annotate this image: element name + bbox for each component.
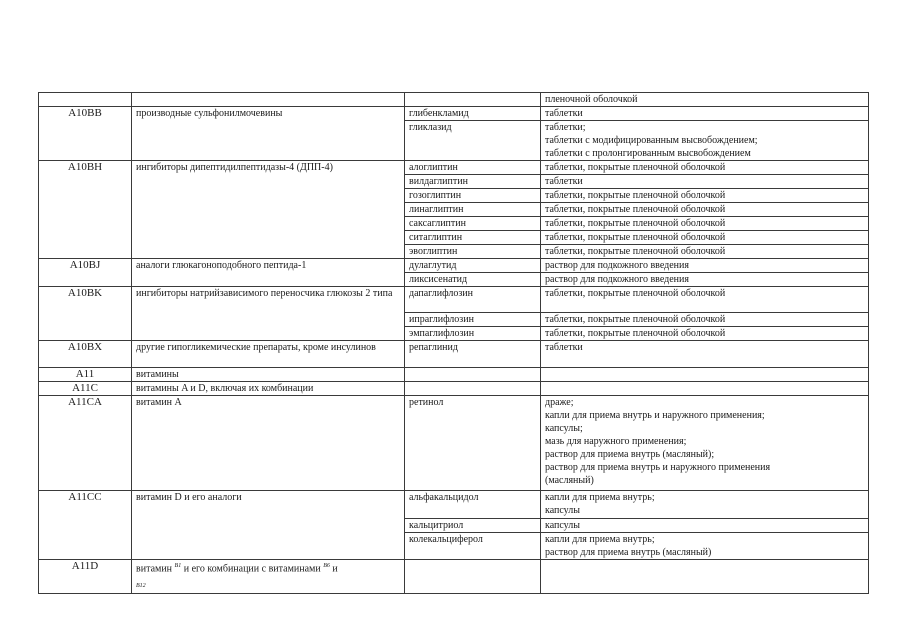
dosage-form-cell: таблетки, покрытые пленочной оболочкой: [541, 313, 869, 327]
dosage-form-cell: капсулы: [541, 519, 869, 533]
atc-code-cell: A11D: [39, 560, 132, 594]
drug-name-cell: [405, 93, 541, 107]
dosage-form-cell: капли для приема внутрь; раствор для приема внутрь (масляный): [541, 533, 869, 560]
atc-code-cell: A10BH: [39, 161, 132, 259]
dosage-form-cell: раствор для подкожного введения: [541, 259, 869, 273]
dosage-form-cell: раствор для подкожного введения: [541, 273, 869, 287]
dosage-form-cell: таблетки: [541, 107, 869, 121]
group-text-part: и его комбинации с витаминами: [181, 563, 324, 575]
drug-name-cell: саксаглиптин: [405, 217, 541, 231]
dosage-form-cell: таблетки, покрытые пленочной оболочкой: [541, 217, 869, 231]
drug-name-cell: дапаглифлозин: [405, 287, 541, 313]
group-name-cell: ингибиторы натрийзависимого переносчика глюкозы 2 типа: [132, 287, 405, 341]
group-text-part: B12: [136, 583, 146, 590]
group-name-cell: производные сульфонилмочевины: [132, 107, 405, 161]
group-name-cell: [132, 93, 405, 107]
group-name-cell: витамин A: [132, 396, 405, 491]
table-row: [39, 259, 869, 273]
dosage-form-cell: таблетки, покрытые пленочной оболочкой: [541, 287, 869, 313]
atc-code-cell: A10BJ: [39, 259, 132, 287]
group-name-cell: витамины: [132, 368, 405, 382]
atc-code-cell: [39, 93, 132, 107]
group-text-part: и: [329, 563, 338, 575]
dosage-form-cell: таблетки, покрытые пленочной оболочкой: [541, 203, 869, 217]
table-row: [39, 368, 869, 382]
dosage-form-cell: таблетки, покрытые пленочной оболочкой: [541, 327, 869, 341]
atc-code-cell: A11CC: [39, 491, 132, 560]
dosage-form-cell: капли для приема внутрь; капсулы: [541, 491, 869, 519]
group-name-cell-vitamin-b1: [132, 560, 405, 594]
dosage-form-cell: таблетки, покрытые пленочной оболочкой: [541, 245, 869, 259]
group-name-cell: витамины A и D, включая их комбинации: [132, 382, 405, 396]
drug-name-cell: эмпаглифлозин: [405, 327, 541, 341]
atc-code-cell: A11C: [39, 382, 132, 396]
drug-name-cell: гликлазид: [405, 121, 541, 161]
table-row: [39, 93, 869, 107]
table-row: [39, 287, 869, 313]
drug-name-cell: ипраглифлозин: [405, 313, 541, 327]
group-text-part: B6: [323, 563, 330, 569]
dosage-form-cell: таблетки, покрытые пленочной оболочкой: [541, 231, 869, 245]
drug-name-cell: эвоглиптин: [405, 245, 541, 259]
group-text-part: B1: [174, 563, 182, 569]
table-row: [39, 107, 869, 121]
table-row: [39, 560, 869, 594]
drug-name-cell: дулаглутид: [405, 259, 541, 273]
drug-name-cell: линаглиптин: [405, 203, 541, 217]
dosage-form-cell: [541, 560, 869, 594]
drug-name-cell: [405, 368, 541, 382]
drug-name-cell: глибенкламид: [405, 107, 541, 121]
drug-name-cell: колекальциферол: [405, 533, 541, 560]
drug-name-cell: [405, 560, 541, 594]
dosage-form-cell: [541, 382, 869, 396]
group-name-cell: аналоги глюкагоноподобного пептида-1: [132, 259, 405, 287]
drug-name-cell: репаглинид: [405, 341, 541, 368]
dosage-form-cell: таблетки, покрытые пленочной оболочкой: [541, 161, 869, 175]
drug-name-cell: альфакальцидол: [405, 491, 541, 519]
drug-name-cell: алоглиптин: [405, 161, 541, 175]
atc-code-cell: A10BK: [39, 287, 132, 341]
dosage-form-cell: таблетки, покрытые пленочной оболочкой: [541, 189, 869, 203]
group-name-cell: ингибиторы дипептидилпептидазы-4 (ДПП-4): [132, 161, 405, 259]
atc-code-cell: A10BX: [39, 341, 132, 368]
drug-classification-table: [38, 92, 869, 594]
drug-name-cell: ликсисенатид: [405, 273, 541, 287]
table-row: [39, 382, 869, 396]
group-name-cell: другие гипогликемические препараты, кроме инсулинов: [132, 341, 405, 368]
drug-name-cell: ситаглиптин: [405, 231, 541, 245]
drug-name-cell: вилдаглиптин: [405, 175, 541, 189]
dosage-form-cell: таблетки: [541, 175, 869, 189]
dosage-form-cell: таблетки; таблетки с модифицированным высвобождением; таблетки с пролонгированным высвобождением: [541, 121, 869, 161]
dosage-form-cell: [541, 368, 869, 382]
group-name-cell: витамин D и его аналоги: [132, 491, 405, 560]
dosage-form-cell: драже; капли для приема внутрь и наружного применения; капсулы; мазь для наружного применения; раствор для приема внутрь (масляный); раствор для приема внутрь и наружного применения (масляный): [541, 396, 869, 491]
atc-code-cell: A11CA: [39, 396, 132, 491]
atc-code-cell: A11: [39, 368, 132, 382]
table-row: [39, 161, 869, 175]
drug-name-cell: гозоглиптин: [405, 189, 541, 203]
group-text-part: витамин: [136, 563, 175, 575]
table-row: [39, 341, 869, 368]
table-row: [39, 491, 869, 519]
dosage-form-cell: таблетки: [541, 341, 869, 368]
table-row: [39, 396, 869, 491]
dosage-form-cell: пленочной оболочкой: [541, 93, 869, 107]
drug-name-cell: кальцитриол: [405, 519, 541, 533]
atc-code-cell: A10BB: [39, 107, 132, 161]
drug-name-cell: [405, 382, 541, 396]
drug-name-cell: ретинол: [405, 396, 541, 491]
